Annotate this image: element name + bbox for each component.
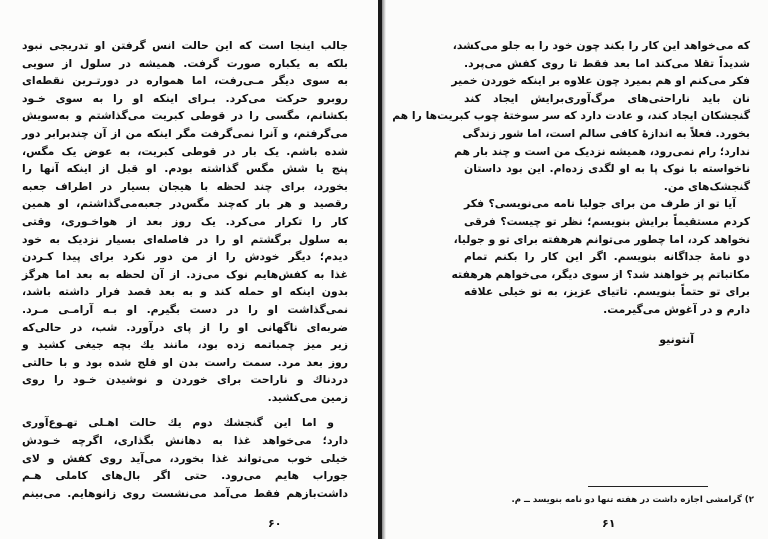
page-number: ۶۱ <box>602 517 616 530</box>
text-line: کار را تکرار می‌کرد. یک روز بعد از هواخـوری، وقتی <box>22 214 348 228</box>
text-line: بلکه به یکباره صورت گرفت. همیشه در سلول از سویی <box>22 56 348 70</box>
text-line: بکشانم، مگسی را در قوطی کبریت می‌گذاشتم و به‌سویش <box>22 109 348 123</box>
gutter-shadow <box>382 0 386 539</box>
text-line: غذا به کفش‌هایم نوک می‌زد. از آن لحظه به بعد اما هرگز <box>22 267 348 281</box>
text-line: روز بعد مرد. سمت راست بدن او فلج شده بود و با حالتی <box>22 355 348 369</box>
text-line: پنج یا شش مگس گذاشته بودم. او قبل از اینکه آنها را <box>22 162 348 176</box>
text-line: گنجشکان ایجاد کند، و عادت دارد که سر سوختهٔ چوب کبریت‌ها را هم <box>392 109 750 123</box>
text-line: بدون اینکه او حمله کند و به بعد قصد فرار داشته باشد، <box>22 285 348 299</box>
text-line: زمین می‌کشید. <box>267 390 348 404</box>
text-line: بخورد. فعلاً به اندازهٔ کافی سالم است، اما شور زندگی <box>462 126 750 140</box>
text-line: رقصید و هر بار که‌چند مگس‌در جعبه‌می‌گذاشتم، او همین <box>22 197 348 211</box>
text-line: که می‌خواهد این کار را بکند چون خود را به جلو می‌کشد، <box>452 39 750 52</box>
text-line: و اما این گنجشك دوم یك حالت اهـلی تهـوع‌آوری <box>22 416 334 430</box>
footnote: ۲) گرامشی اجازه داشت در هفته تنها دو نامه بنویسد ــ م. <box>511 495 754 505</box>
text-line: می‌گرفتم، و آنرا نمی‌گرفت مگر اینکه من از آن چندبرابر دور <box>22 126 348 140</box>
paragraph <box>451 195 750 318</box>
text-line: به سوی دیگر مـی‌رفت، اما همواره در دورتـرین نقطه‌ای <box>22 74 348 88</box>
text-line: نخواهد کرد، اما چطور می‌توانم هرهفته برای تو و جولیا، <box>453 232 750 246</box>
signature: آنتونیو <box>659 333 694 346</box>
right-page <box>384 0 768 539</box>
text-line: گنجشک‌های من. <box>663 179 750 193</box>
text-line: نان باید ناراحتی‌های مرگ‌آوری‌برایش ایجاد کند <box>464 91 750 105</box>
text-line: مکاتباتم پر خواهند شد؟ از سوی دیگر، می‌خواهم هرهفته <box>451 267 750 281</box>
text-line: به سلول برگشتم او را در فاصله‌ای بسیار نزدیک به خود <box>22 232 348 246</box>
text-line: ندارد؛ رام نمی‌رود، همیشه نزدیک من است و چند بار هم <box>454 144 750 158</box>
text-line: زیر میز چمباتمه زده بود، مانند یك بچه جیغی کشید و <box>22 338 348 352</box>
text-line: روبرو حرکت می‌کرد. بـرای اینکه او را به سوی خـود <box>22 91 348 105</box>
text-line: ضربه‌ای ناگهانی او را از پای درآورد. شب، در حالی‌که <box>22 320 348 334</box>
text-line: دیدم؛ دیگر خودش را از من دور نکرد برای پیدا کـردن <box>22 250 348 264</box>
paragraph <box>22 37 348 406</box>
text-line: شده باشم. یک بار در قوطی کبریت، به عوض یک مگس، <box>22 144 348 158</box>
text-line: دو نامهٔ جداگانه بنویسم. اگر این کار را بکنم تمام <box>464 250 750 264</box>
text-line: داشت‌بازهم فقط می‌آمد می‌نشست روی زانوهایم. می‌بینم <box>22 486 348 500</box>
text-line: دارد؛ می‌خواهد غذا به دهانش بگذاری، اگرچه خـودش <box>22 434 348 448</box>
text-line: شدیداً تقلا می‌کند اما بعد فقط تا روی کفش می‌پرد. <box>464 56 750 70</box>
left-page <box>0 0 380 539</box>
text-line: خیلی خوب می‌تواند غذا بخورد، می‌آید روی کفش و لای <box>22 451 348 465</box>
text-line: دارم و در آغوش می‌گیرمت. <box>603 302 750 316</box>
text-line: دردناك و ناراحت برای خوردن و نوشیدن خـود را روی <box>22 373 348 387</box>
paragraph <box>22 414 348 502</box>
text-line: آیا تو از طرف من برای جولیا نامه می‌نویسی؟ فکر <box>464 197 736 211</box>
footnote-divider <box>588 486 708 487</box>
text-line: برای تو حتماً بنویسم. تاتیای عزیز، به تو خیلی علاقه <box>464 285 750 299</box>
left-page-text <box>22 37 348 502</box>
text-line: فکر می‌کنم او هم بمیرد چون علاوه بر اینکه خوردن خمیر <box>451 74 750 88</box>
text-line: کردم مستقیماً برایش بنویسم؛ نظر تو چیست؟ فرقی <box>464 214 750 228</box>
text-line: جوراب هایم می‌رود. حتی اگر بال‌های کاملی هـم <box>22 469 348 483</box>
paragraph <box>392 37 750 195</box>
page-number: ۶۰ <box>268 517 282 530</box>
text-line: جالب اینجا است که این حالت انس گرفتن او تدریجی نبود <box>22 39 348 52</box>
text-line: ناخواسته با نوک پا به او لگدی زده‌ام. این بود داستان <box>464 162 750 176</box>
right-page-text <box>392 37 750 319</box>
text-line: بخورد، برای چند لحظه با هیجان بسیار در اطراف جعبه <box>22 179 348 193</box>
text-line: نمی‌گذاشت او را در دست بگیرم. او بـه آرامـی مـرد. <box>22 302 348 316</box>
